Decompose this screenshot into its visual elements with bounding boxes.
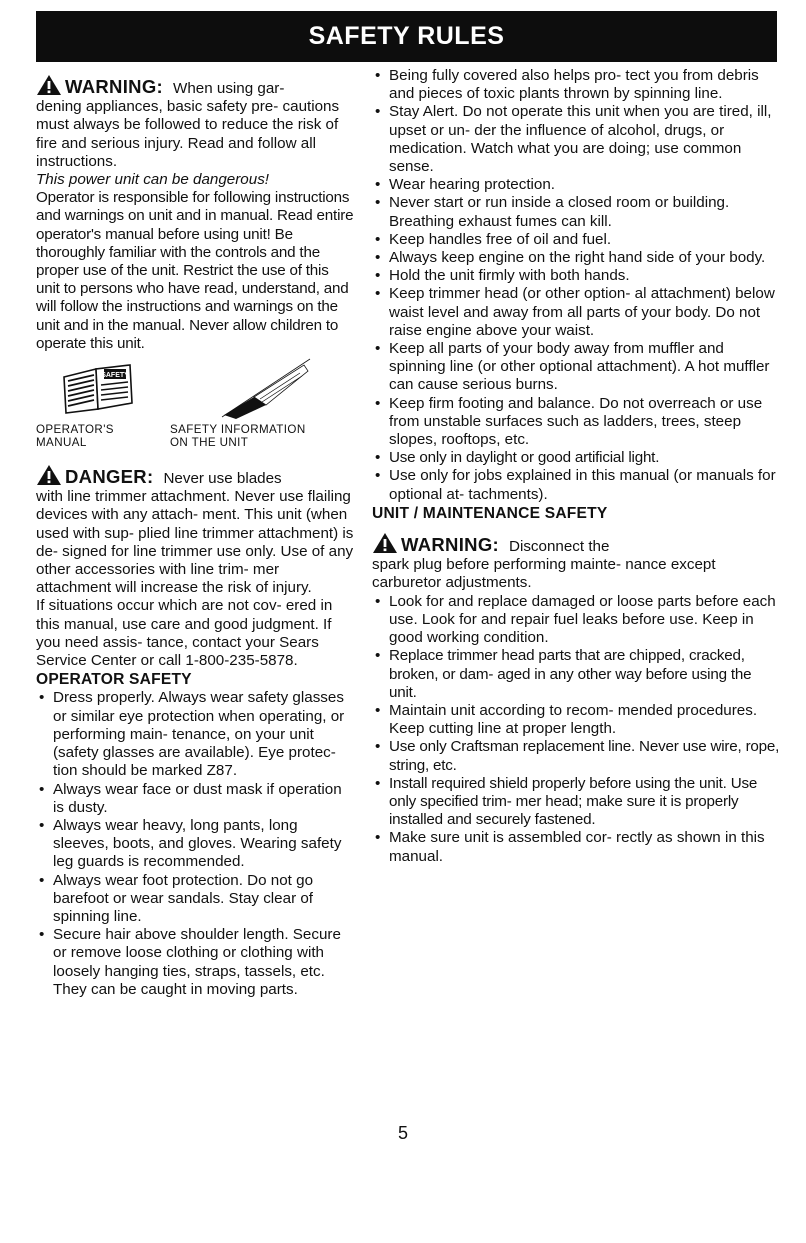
- list-item: • Stay Alert. Do not operate this unit when you are tired, ill, upset or un- der the influence of alcohol, drugs, or medication. Watch what you are doing; use common sense.: [372, 103, 780, 176]
- safety-list: [372, 67, 780, 504]
- list-item: • Always keep engine on the right hand side of your body.: [372, 249, 780, 267]
- list-item: • Keep trimmer head (or other option- al attachment) below waist level and away from all parts of your body. Do not raise engine above your waist.: [372, 285, 780, 340]
- list-item: • Secure hair above shoulder length. Secure or remove loose clothing or clothing with loosely hanging ties, straps, tassels, etc. They can be caught in moving parts.: [36, 926, 356, 999]
- list-item: • Use only for jobs explained in this manual (or manuals for optional at- tachments).: [372, 467, 780, 503]
- danger-triangle-icon: [36, 464, 62, 486]
- operators-manual-label: OPERATOR'S MANUAL: [36, 423, 114, 450]
- list-item: • Being fully covered also helps pro- tect you from debris and pieces of toxic plants thrown by spinning line.: [372, 67, 780, 103]
- operator-safety-list: [36, 689, 356, 998]
- list-item: • Keep firm footing and balance. Do not overreach or use from unstable surfaces such as ladders, trees, steep slopes, rooftops, etc.: [372, 395, 780, 450]
- list-item: • Always wear foot protection. Do not go barefoot or wear sandals. Stay clear of spinning line.: [36, 872, 356, 927]
- operator-safety-heading: OPERATOR SAFETY: [36, 671, 192, 689]
- danger-lead-text: Never use blades: [163, 470, 282, 488]
- safety-info-label: SAFETY INFORMATION ON THE UNIT: [170, 423, 306, 450]
- section-banner: [36, 11, 777, 62]
- danger-heading: [36, 461, 356, 488]
- maintenance-list: [372, 593, 780, 866]
- list-item: • Look for and replace damaged or loose parts before each use. Look for and repair fuel leaks before use. Keep in good working condition.: [372, 593, 780, 648]
- danger-body: with line trimmer attachment. Never use flailing devices with any attach- ment. This unit (when used with sup- plied line trimmer attachment) is de- signed for line trimmer use only. Use of any other accessories with line trim- mer attachment will increase the risk of injury.: [36, 488, 354, 597]
- safety-decal-icon: [216, 357, 312, 419]
- list-item: • Install required shield properly before using the unit. Use only specified trim- mer head; make sure it is properly installed and securely fastened.: [372, 775, 780, 830]
- list-item: • Always wear heavy, long pants, long sleeves, boots, and gloves. Wearing safety leg guards is recommended.: [36, 817, 356, 872]
- warning-triangle-icon: [372, 532, 398, 554]
- list-item: • Hold the unit firmly with both hands.: [372, 267, 780, 285]
- book-cover-text: SAFETY: [101, 372, 129, 380]
- list-item: • Make sure unit is assembled cor- rectly as shown in this manual.: [372, 829, 780, 865]
- section-title: SAFETY RULES: [308, 22, 505, 50]
- left-column: [36, 67, 356, 999]
- list-item: • Dress properly. Always wear safety glasses or similar eye protection when operating, or performing main- tenance, on your unit (safety glasses are available). Eye protec- tion should be marked Z87.: [36, 689, 356, 780]
- warning-heading: [36, 71, 356, 98]
- maintenance-warning-lead: Disconnect the: [508, 538, 610, 556]
- warning-lead-text: When using gar-: [172, 80, 285, 97]
- danger-label: DANGER:: [65, 466, 154, 488]
- warning-label: WARNING:: [65, 76, 163, 97]
- maintenance-heading: UNIT / MAINTENANCE SAFETY: [372, 504, 608, 522]
- list-item: • Keep all parts of your body away from muffler and spinning line (or other optional attachment). A hot muffler can cause serious burns.: [372, 340, 780, 395]
- danger-body-2: If situations occur which are not cov- ered in this manual, use care and good judgment. If you need assis- tance, contact your Sears Service Center or call 1-800-235-5878.: [36, 597, 333, 670]
- list-item: • Use only in daylight or good artificial light.: [372, 449, 780, 467]
- page-number: 5: [397, 1123, 408, 1143]
- list-item: • Maintain unit according to recom- mended procedures. Keep cutting line at proper length.: [372, 702, 780, 738]
- maintenance-warning-label: WARNING:: [401, 534, 499, 556]
- list-item: • Never start or run inside a closed room or building. Breathing exhaust fumes can kill.: [372, 194, 780, 230]
- list-item: • Keep handles free of oil and fuel.: [372, 231, 780, 249]
- warning-body: dening appliances, basic safety pre- cautions must always be followed to reduce the risk of fire and serious injury. Read and follow all instructions.: [36, 98, 340, 170]
- maintenance-warning-body: spark plug before performing mainte- nance except carburetor adjustments.: [372, 556, 716, 592]
- list-item: • Wear hearing protection.: [372, 176, 780, 194]
- warning-italic: This power unit can be dangerous!: [36, 171, 270, 189]
- warning-triangle-icon: [36, 74, 62, 96]
- list-item: • Always wear face or dust mask if operation is dusty.: [36, 781, 356, 817]
- safety-figures: [36, 353, 356, 457]
- list-item: • Use only Craftsman replacement line. Never use wire, rope, string, etc.: [372, 738, 780, 774]
- right-column: [372, 67, 780, 866]
- list-item: • Replace trimmer head parts that are chipped, cracked, broken, or dam- aged in any other way before using the unit.: [372, 647, 780, 702]
- operators-manual-book-icon: [60, 363, 136, 415]
- maintenance-warning-heading: [372, 529, 780, 556]
- warning-body-2: Operator is responsible for following instructions and warnings on unit and in manual. Read entire operator's manual before using unit! Be thoroughly familiar with the controls and the proper use of the unit. Restrict the use of this unit to persons who have read, understand, and will follow the instructions and warnings on the unit and in the manual. Never allow children to operate this unit.: [36, 189, 354, 352]
